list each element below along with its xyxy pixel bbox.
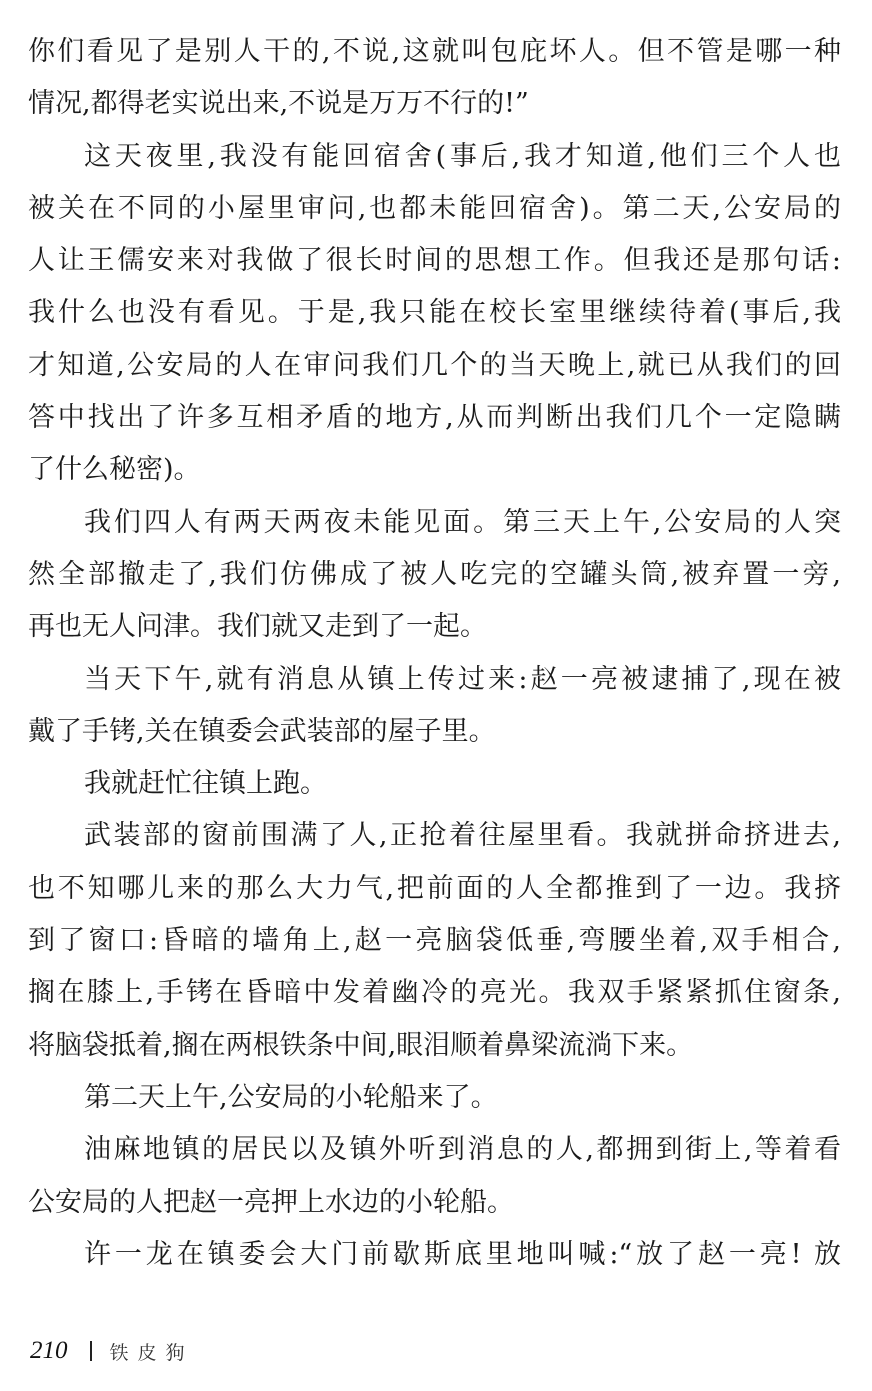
page-body: [28, 26, 841, 1281]
text-line: 再也无人问津。我们就又走到了一起。: [28, 611, 487, 643]
text-line: 我们四人有两天两夜未能见面。第三天上午,公安局的人突: [84, 506, 841, 538]
text-line: 当天下午,就有消息从镇上传过来:赵一亮被逮捕了,现在被: [84, 663, 841, 695]
text-line: 然全部撤走了,我们仿佛成了被人吃完的空罐头筒,被弃置一旁,: [28, 558, 841, 590]
text-line: 搁在膝上,手铐在昏暗中发着幽冷的亮光。我双手紧紧抓住窗条,: [28, 977, 841, 1009]
text-line: 也不知哪儿来的那么大力气,把前面的人全都推到了一边。我挤: [28, 872, 841, 904]
text-line: 我什么也没有看见。于是,我只能在校长室里继续待着(事后,我: [28, 297, 841, 329]
text-line: 情况,都得老实说出来,不说是万万不行的!”: [28, 88, 529, 120]
text-line: 将脑袋抵着,搁在两根铁条中间,眼泪顺着鼻梁流淌下来。: [28, 1029, 694, 1061]
page-number: 210: [30, 1337, 68, 1364]
text-line: 被关在不同的小屋里审问,也都未能回宿舍)。第二天,公安局的: [28, 192, 841, 224]
text-line: 武装部的窗前围满了人,正抢着往屋里看。我就拼命挤进去,: [84, 820, 841, 852]
text-line: 我就赶忙往镇上跑。: [84, 768, 327, 800]
text-line: 许一龙在镇委会大门前歇斯底里地叫喊:“放了赵一亮! 放: [84, 1238, 841, 1270]
text-line: 戴了手铐,关在镇委会武装部的屋子里。: [28, 715, 496, 747]
text-line: 公安局的人把赵一亮押上水边的小轮船。: [28, 1186, 514, 1218]
text-line: 你们看见了是别人干的,不说,这就叫包庇坏人。但不管是哪一种: [28, 36, 841, 67]
page-footer: [30, 1334, 194, 1368]
text-line: 到了窗口:昏暗的墙角上,赵一亮脑袋低垂,弯腰坐着,双手相合,: [28, 925, 841, 957]
text-line: 人让王儒安来对我做了很长时间的思想工作。但我还是那句话:: [28, 245, 841, 277]
footer-divider: [90, 1341, 92, 1361]
text-line: 才知道,公安局的人在审问我们几个的当天晚上,就已从我们的回: [28, 349, 841, 381]
text-line: 这天夜里,我没有能回宿舍(事后,我才知道,他们三个人也: [84, 140, 841, 172]
text-line: 第二天上午,公安局的小轮船来了。: [84, 1081, 498, 1113]
text-line: 答中找出了许多互相矛盾的地方,从而判断出我们几个一定隐瞒: [28, 402, 841, 434]
book-title: 铁皮狗: [109, 1341, 194, 1364]
text-line: 油麻地镇的居民以及镇外听到消息的人,都拥到街上,等着看: [84, 1134, 841, 1166]
text-line: 了什么秘密)。: [28, 454, 201, 486]
